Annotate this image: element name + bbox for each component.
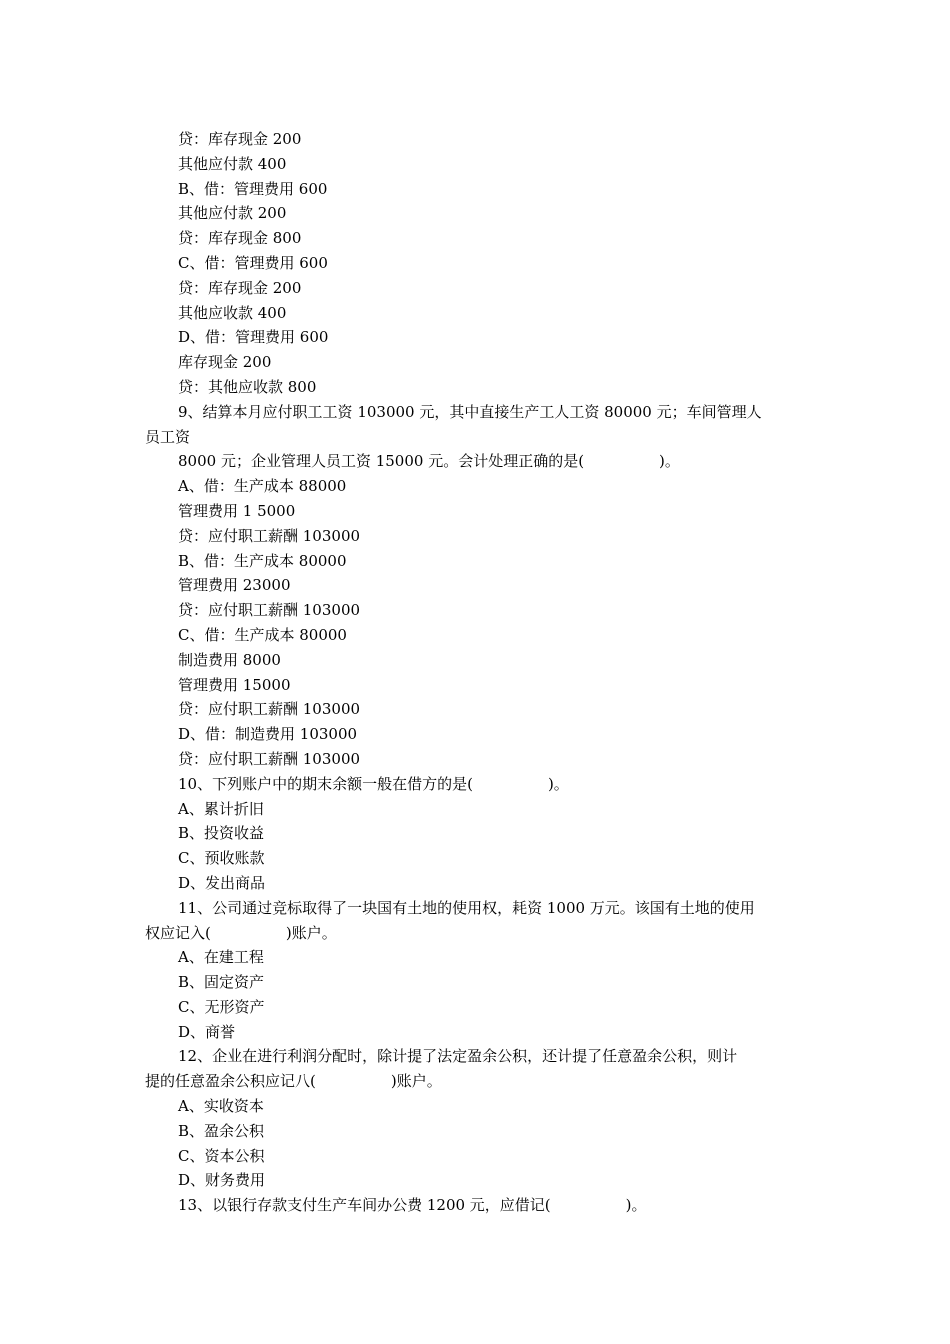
question-9-option: C、借：生产成本 80000 <box>178 625 347 644</box>
question-11-option: C、无形资产 <box>178 997 265 1016</box>
question-10-line1: 10、下列账户中的期末余额一般在借方的是( )。 <box>178 774 569 793</box>
question-12-line1: 12、企业在进行利润分配时，除计提了法定盈余公积，还计提了任意盈余公积，则计 <box>178 1047 738 1066</box>
question-10-option: A、累计折旧 <box>178 799 264 818</box>
question-9-option: 贷：应付职工薪酬 103000 <box>178 700 361 719</box>
question-9-line2: 员工资 <box>145 427 191 446</box>
question-9-option: 管理费用 23000 <box>178 576 291 595</box>
question-9-option: B、借：生产成本 80000 <box>178 551 347 570</box>
text-line: 贷：其他应收款 800 <box>178 377 317 396</box>
question-9-option: D、借：制造费用 103000 <box>178 725 358 744</box>
question-12-option: A、实收资本 <box>178 1097 264 1116</box>
question-11-line1: 11、公司通过竞标取得了一块国有土地的使用权，耗资 1000 万元。该国有土地的使用 <box>178 898 755 917</box>
text-line: 其他应付款 200 <box>178 204 287 223</box>
question-11-option: B、固定资产 <box>178 973 265 992</box>
question-11-option: D、商誉 <box>178 1022 236 1041</box>
question-9-option: 贷：应付职工薪酬 103000 <box>178 526 361 545</box>
option-b-line: B、借：管理费用 600 <box>178 179 328 198</box>
question-9-option: 管理费用 15000 <box>178 675 291 694</box>
question-9-option: 贷：应付职工薪酬 103000 <box>178 749 361 768</box>
question-12-option: D、财务费用 <box>178 1171 266 1190</box>
question-12-option: B、盈余公积 <box>178 1121 265 1140</box>
question-11-line2: 权应记入( )账户。 <box>145 923 337 942</box>
question-9-option: 贷：应付职工薪酬 103000 <box>178 601 361 620</box>
text-line: 贷：库存现金 800 <box>178 229 302 248</box>
question-13-line1: 13、以银行存款支付生产车间办公费 1200 元，应借记( )。 <box>178 1196 647 1215</box>
text-line: 库存现金 200 <box>178 353 272 372</box>
question-9-option: 管理费用 1 5000 <box>178 501 296 520</box>
question-10-option: C、预收账款 <box>178 849 265 868</box>
question-12-option: C、资本公积 <box>178 1146 265 1165</box>
document-content <box>145 127 805 1218</box>
question-10-option: D、发出商品 <box>178 873 266 892</box>
text-line: 贷：库存现金 200 <box>178 130 302 148</box>
question-9-option: 制造费用 8000 <box>178 650 281 669</box>
text-line: 贷：库存现金 200 <box>178 278 302 297</box>
text-line: 其他应付款 400 <box>178 154 287 173</box>
question-9-line1: 9、结算本月应付职工工资 103000 元，其中直接生产工人工资 80000 元；车间管理人 <box>178 402 762 421</box>
text-line: 其他应收款 400 <box>178 303 287 322</box>
question-9-option: A、借：生产成本 88000 <box>178 477 347 496</box>
question-11-option: A、在建工程 <box>178 948 264 967</box>
question-10-option: B、投资收益 <box>178 824 265 843</box>
option-d-line: D、借：管理费用 600 <box>178 328 329 347</box>
option-c-line: C、借：管理费用 600 <box>178 253 328 272</box>
question-9-line3: 8000 元；企业管理人员工资 15000 元。会计处理正确的是( )。 <box>178 452 680 471</box>
question-12-line2: 提的任意盈余公积应记八( )账户。 <box>145 1072 442 1091</box>
